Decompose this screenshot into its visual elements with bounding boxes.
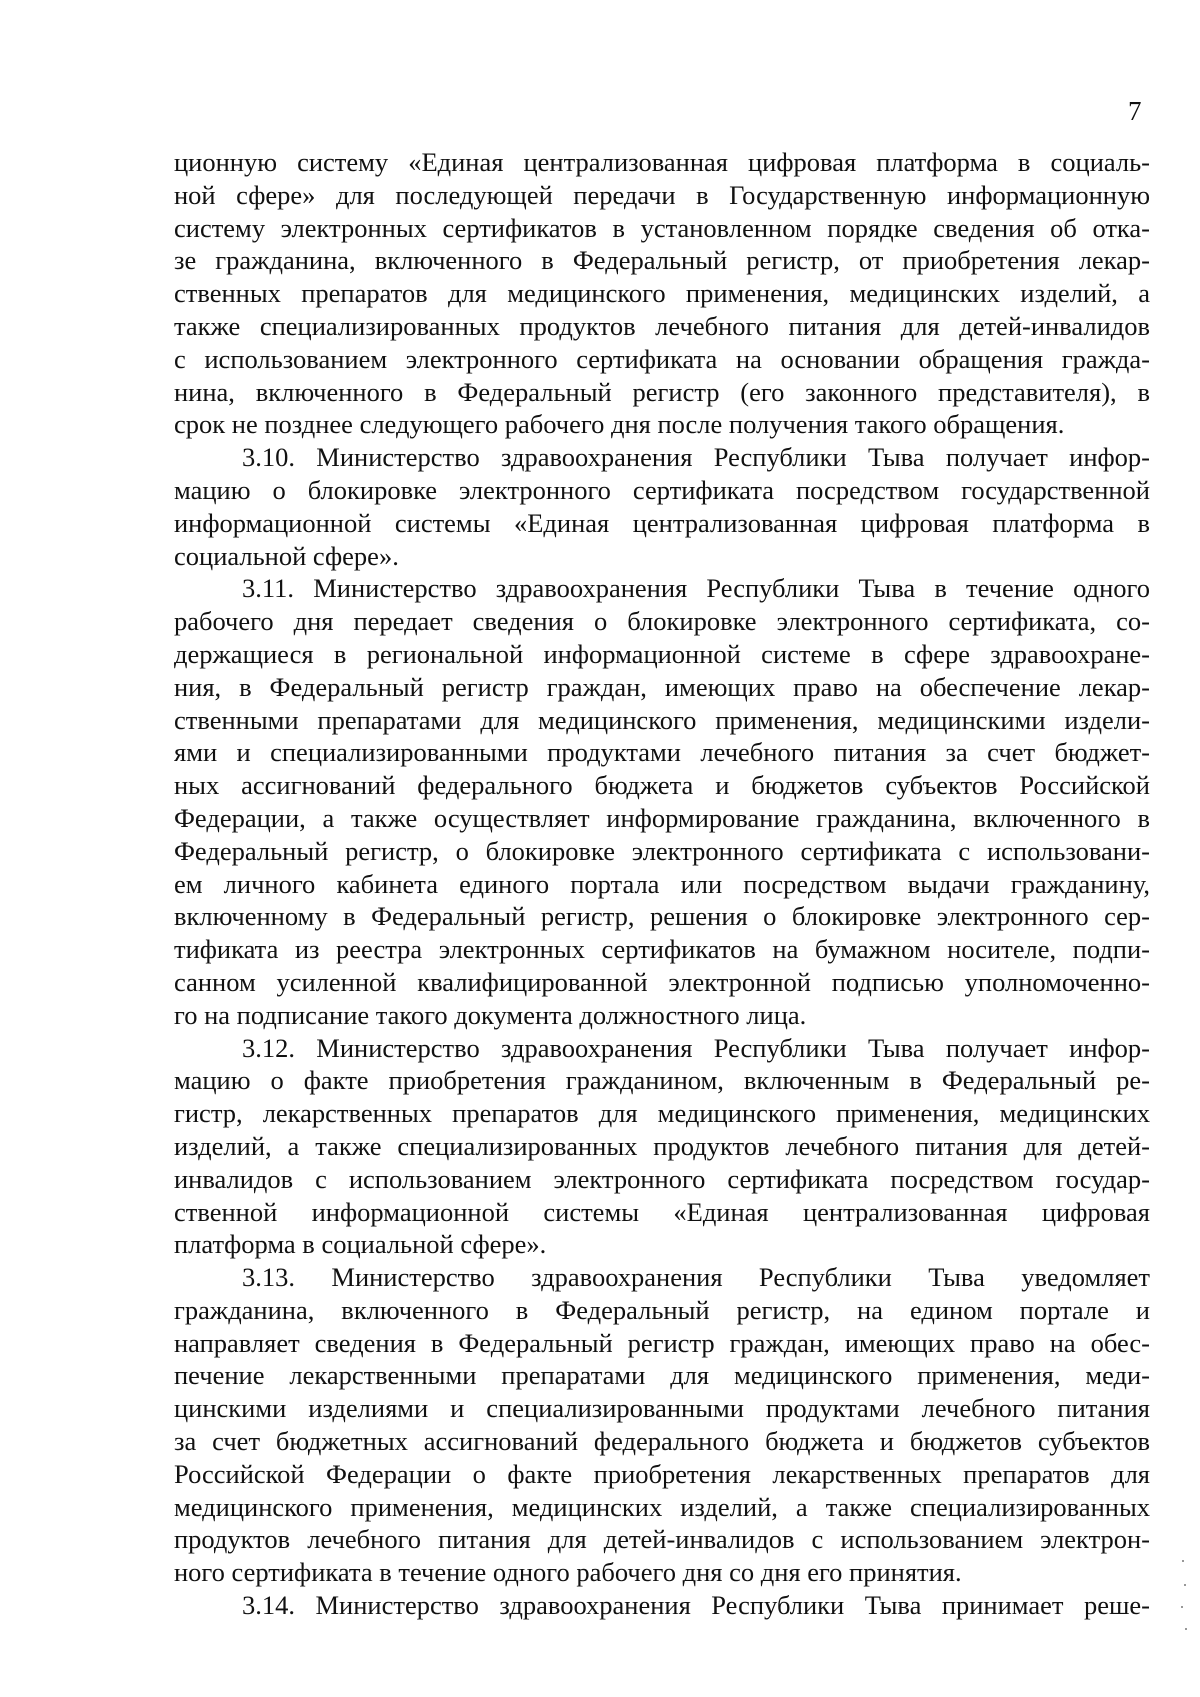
- text-line: цинскими изделиями и специализированными продуктами лечебного питания: [174, 1393, 1150, 1424]
- text-line: медицинского применения, медицинских изделий, а также специализированных: [174, 1491, 1150, 1522]
- text-line: изделий, а также специализированных продуктов лечебного питания для детей-: [174, 1130, 1150, 1161]
- text-line: мацию о факте приобретения гражданином, включенным в Федеральный ре-: [174, 1065, 1150, 1096]
- text-line: нина, включенного в Федеральный регистр (его законного представителя), в: [174, 376, 1150, 407]
- scan-speck: [1181, 1606, 1183, 1608]
- text-line: платформа в социальной сфере».: [174, 1229, 547, 1260]
- text-line: ственными препаратами для медицинского применения, медицинскими издели-: [174, 704, 1150, 735]
- page-number: 7: [1128, 96, 1142, 126]
- text-line: ной сфере» для последующей передачи в Государственную информационную: [174, 179, 1150, 210]
- text-line: печение лекарственными препаратами для медицинского применения, меди-: [174, 1360, 1150, 1391]
- text-line: за счет бюджетных ассигнований федерального бюджета и бюджетов субъектов: [174, 1426, 1150, 1457]
- text-line: ями и специализированными продуктами лечебного питания за счет бюджет-: [174, 737, 1150, 768]
- text-line: ного сертификата в течение одного рабочего дня со дня его принятия.: [174, 1557, 962, 1588]
- document-body-text: [174, 146, 1150, 1622]
- text-line: информационной системы «Единая централизованная цифровая платформа в: [174, 507, 1150, 538]
- text-line: мацию о блокировке электронного сертификата посредством государственной: [174, 474, 1150, 505]
- text-line: ственной информационной системы «Единая централизованная цифровая: [174, 1196, 1150, 1227]
- text-line: Российской Федерации о факте приобретения лекарственных препаратов для: [174, 1458, 1150, 1489]
- text-line: рабочего дня передает сведения о блокировке электронного сертификата, со-: [174, 606, 1150, 637]
- text-line: систему электронных сертификатов в установленном порядке сведения об отка-: [174, 212, 1150, 243]
- text-line: ственных препаратов для медицинского применения, медицинских изделий, а: [174, 278, 1150, 309]
- text-line: ния, в Федеральный регистр граждан, имеющих право на обеспечение лекар-: [174, 671, 1150, 702]
- text-line: 3.11. Министерство здравоохранения Республики Тыва в течение одного: [242, 573, 1150, 604]
- text-line: гистр, лекарственных препаратов для медицинского применения, медицинских: [174, 1098, 1150, 1129]
- text-line: Федерации, а также осуществляет информирование гражданина, включенного в: [174, 802, 1150, 833]
- text-line: 3.12. Министерство здравоохранения Республики Тыва получает инфор-: [242, 1032, 1150, 1063]
- text-line: 3.14. Министерство здравоохранения Республики Тыва принимает реше-: [242, 1590, 1150, 1621]
- text-line: 3.10. Министерство здравоохранения Республики Тыва получает инфор-: [242, 442, 1150, 473]
- text-line: также специализированных продуктов лечебного питания для детей-инвалидов: [174, 310, 1150, 341]
- text-line: ных ассигнований федерального бюджета и бюджетов субъектов Российской: [174, 770, 1150, 801]
- text-line: социальной сфере».: [174, 540, 399, 571]
- text-line: с использованием электронного сертификата на основании обращения гражда-: [174, 343, 1150, 374]
- text-line: направляет сведения в Федеральный регистр граждан, имеющих право на обес-: [174, 1327, 1150, 1358]
- scan-speck: [1182, 1560, 1184, 1562]
- text-line: инвалидов с использованием электронного сертификата посредством государ-: [174, 1163, 1150, 1194]
- text-line: го на подписание такого документа должностного лица.: [174, 999, 807, 1030]
- text-line: тификата из реестра электронных сертификатов на бумажном носителе, подпи-: [174, 934, 1150, 965]
- text-line: ционную систему «Единая централизованная цифровая платформа в социаль-: [174, 147, 1150, 177]
- text-line: 3.13. Министерство здравоохранения Республики Тыва уведомляет: [242, 1262, 1150, 1293]
- text-line: ем личного кабинета единого портала или посредством выдачи гражданину,: [174, 868, 1150, 899]
- text-line: гражданина, включенного в Федеральный регистр, на едином портале и: [174, 1294, 1150, 1325]
- text-line: включенному в Федеральный регистр, решения о блокировке электронного сер-: [174, 901, 1150, 932]
- text-line: срок не позднее следующего рабочего дня после получения такого обращения.: [174, 409, 1065, 440]
- scan-speck: [1184, 1584, 1186, 1586]
- scan-speck: [1185, 1628, 1187, 1630]
- text-line: санном усиленной квалифицированной электронной подписью уполномоченно-: [174, 966, 1150, 997]
- text-line: продуктов лечебного питания для детей-инвалидов с использованием электрон-: [174, 1524, 1150, 1555]
- text-line: Федеральный регистр, о блокировке электронного сертификата с использовани-: [174, 835, 1150, 866]
- text-line: зе гражданина, включенного в Федеральный регистр, от приобретения лекар-: [174, 245, 1150, 276]
- text-line: держащиеся в региональной информационной системе в сфере здравоохране-: [174, 638, 1150, 669]
